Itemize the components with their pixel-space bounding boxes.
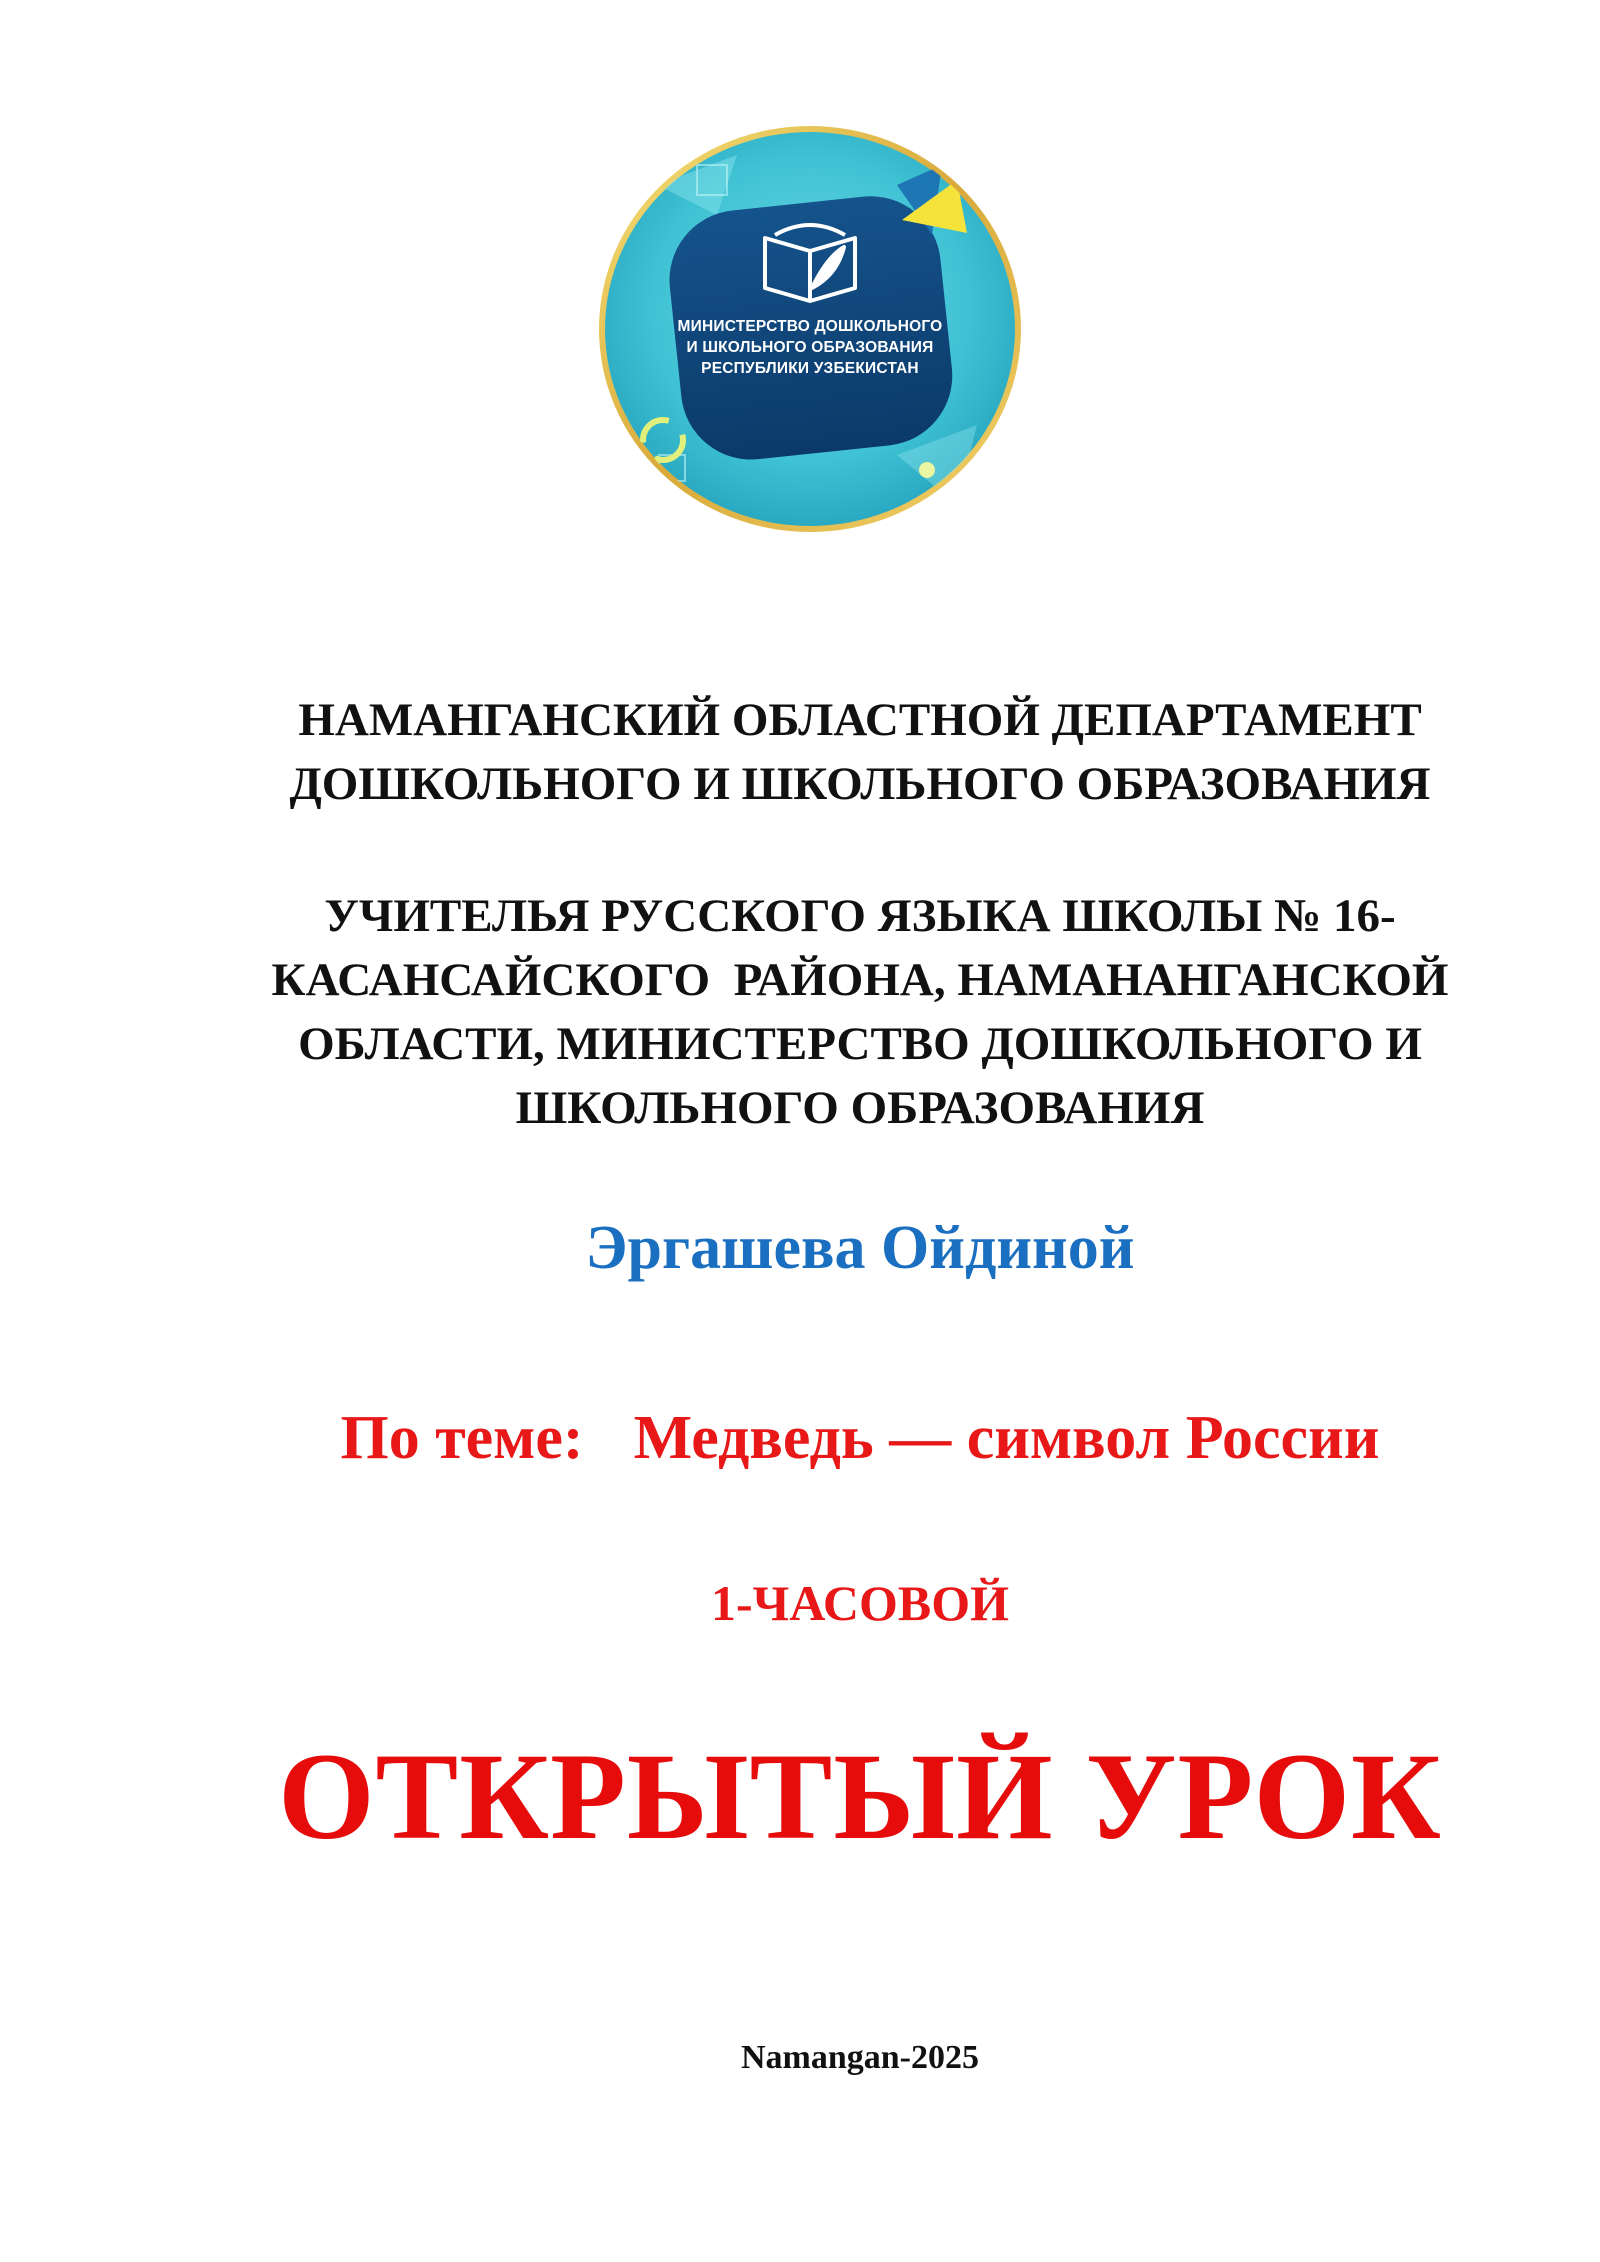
author-name: Эргашева Ойдиной: [585, 1214, 1135, 1282]
department-line: ДОШКОЛЬНОГО И ШКОЛЬНОГО ОБРАЗОВАНИЯ: [289, 758, 1431, 810]
department-heading: [160, 688, 1560, 816]
topic-label: По теме:: [340, 1404, 584, 1472]
department-line: НАМАНГАНСКИЙ ОБЛАСТНОЙ ДЕПАРТАМЕНТ: [298, 694, 1422, 746]
topic-title: Медведь — символ России: [633, 1404, 1380, 1472]
logo-line-3: РЕСПУБЛИКИ УЗБЕКИСТАН: [701, 360, 919, 377]
logo-line-1: МИНИСТЕРСТВО ДОШКОЛЬНОГО: [677, 318, 943, 335]
teacher-line: УЧИТЕЛЬЯ РУССКОГО ЯЗЫКА ШКОЛЫ № 16-: [324, 890, 1396, 942]
footer-place-year: Namangan-2025: [740, 2039, 980, 2076]
lesson-duration: 1-ЧАСОВОЙ: [710, 1575, 1010, 1631]
teacher-affiliation: [160, 884, 1560, 1140]
teacher-line: ОБЛАСТИ, МИНИСТЕРСТВО ДОШКОЛЬНОГО И: [298, 1018, 1422, 1070]
ministry-logo-emblem: [597, 125, 1023, 533]
topic-line: [160, 1398, 1560, 1478]
logo-line-2: И ШКОЛЬНОГО ОБРАЗОВАНИЯ: [686, 339, 934, 356]
ministry-logo: [597, 125, 1023, 533]
teacher-line: КАСАНСАЙСКОГО РАЙОНА, НАМАНАНГАНСКОЙ: [271, 954, 1449, 1006]
lesson-type-title: ОТКРЫТЫЙ УРОК: [278, 1728, 1442, 1865]
teacher-line: ШКОЛЬНОГО ОБРАЗОВАНИЯ: [515, 1082, 1205, 1134]
